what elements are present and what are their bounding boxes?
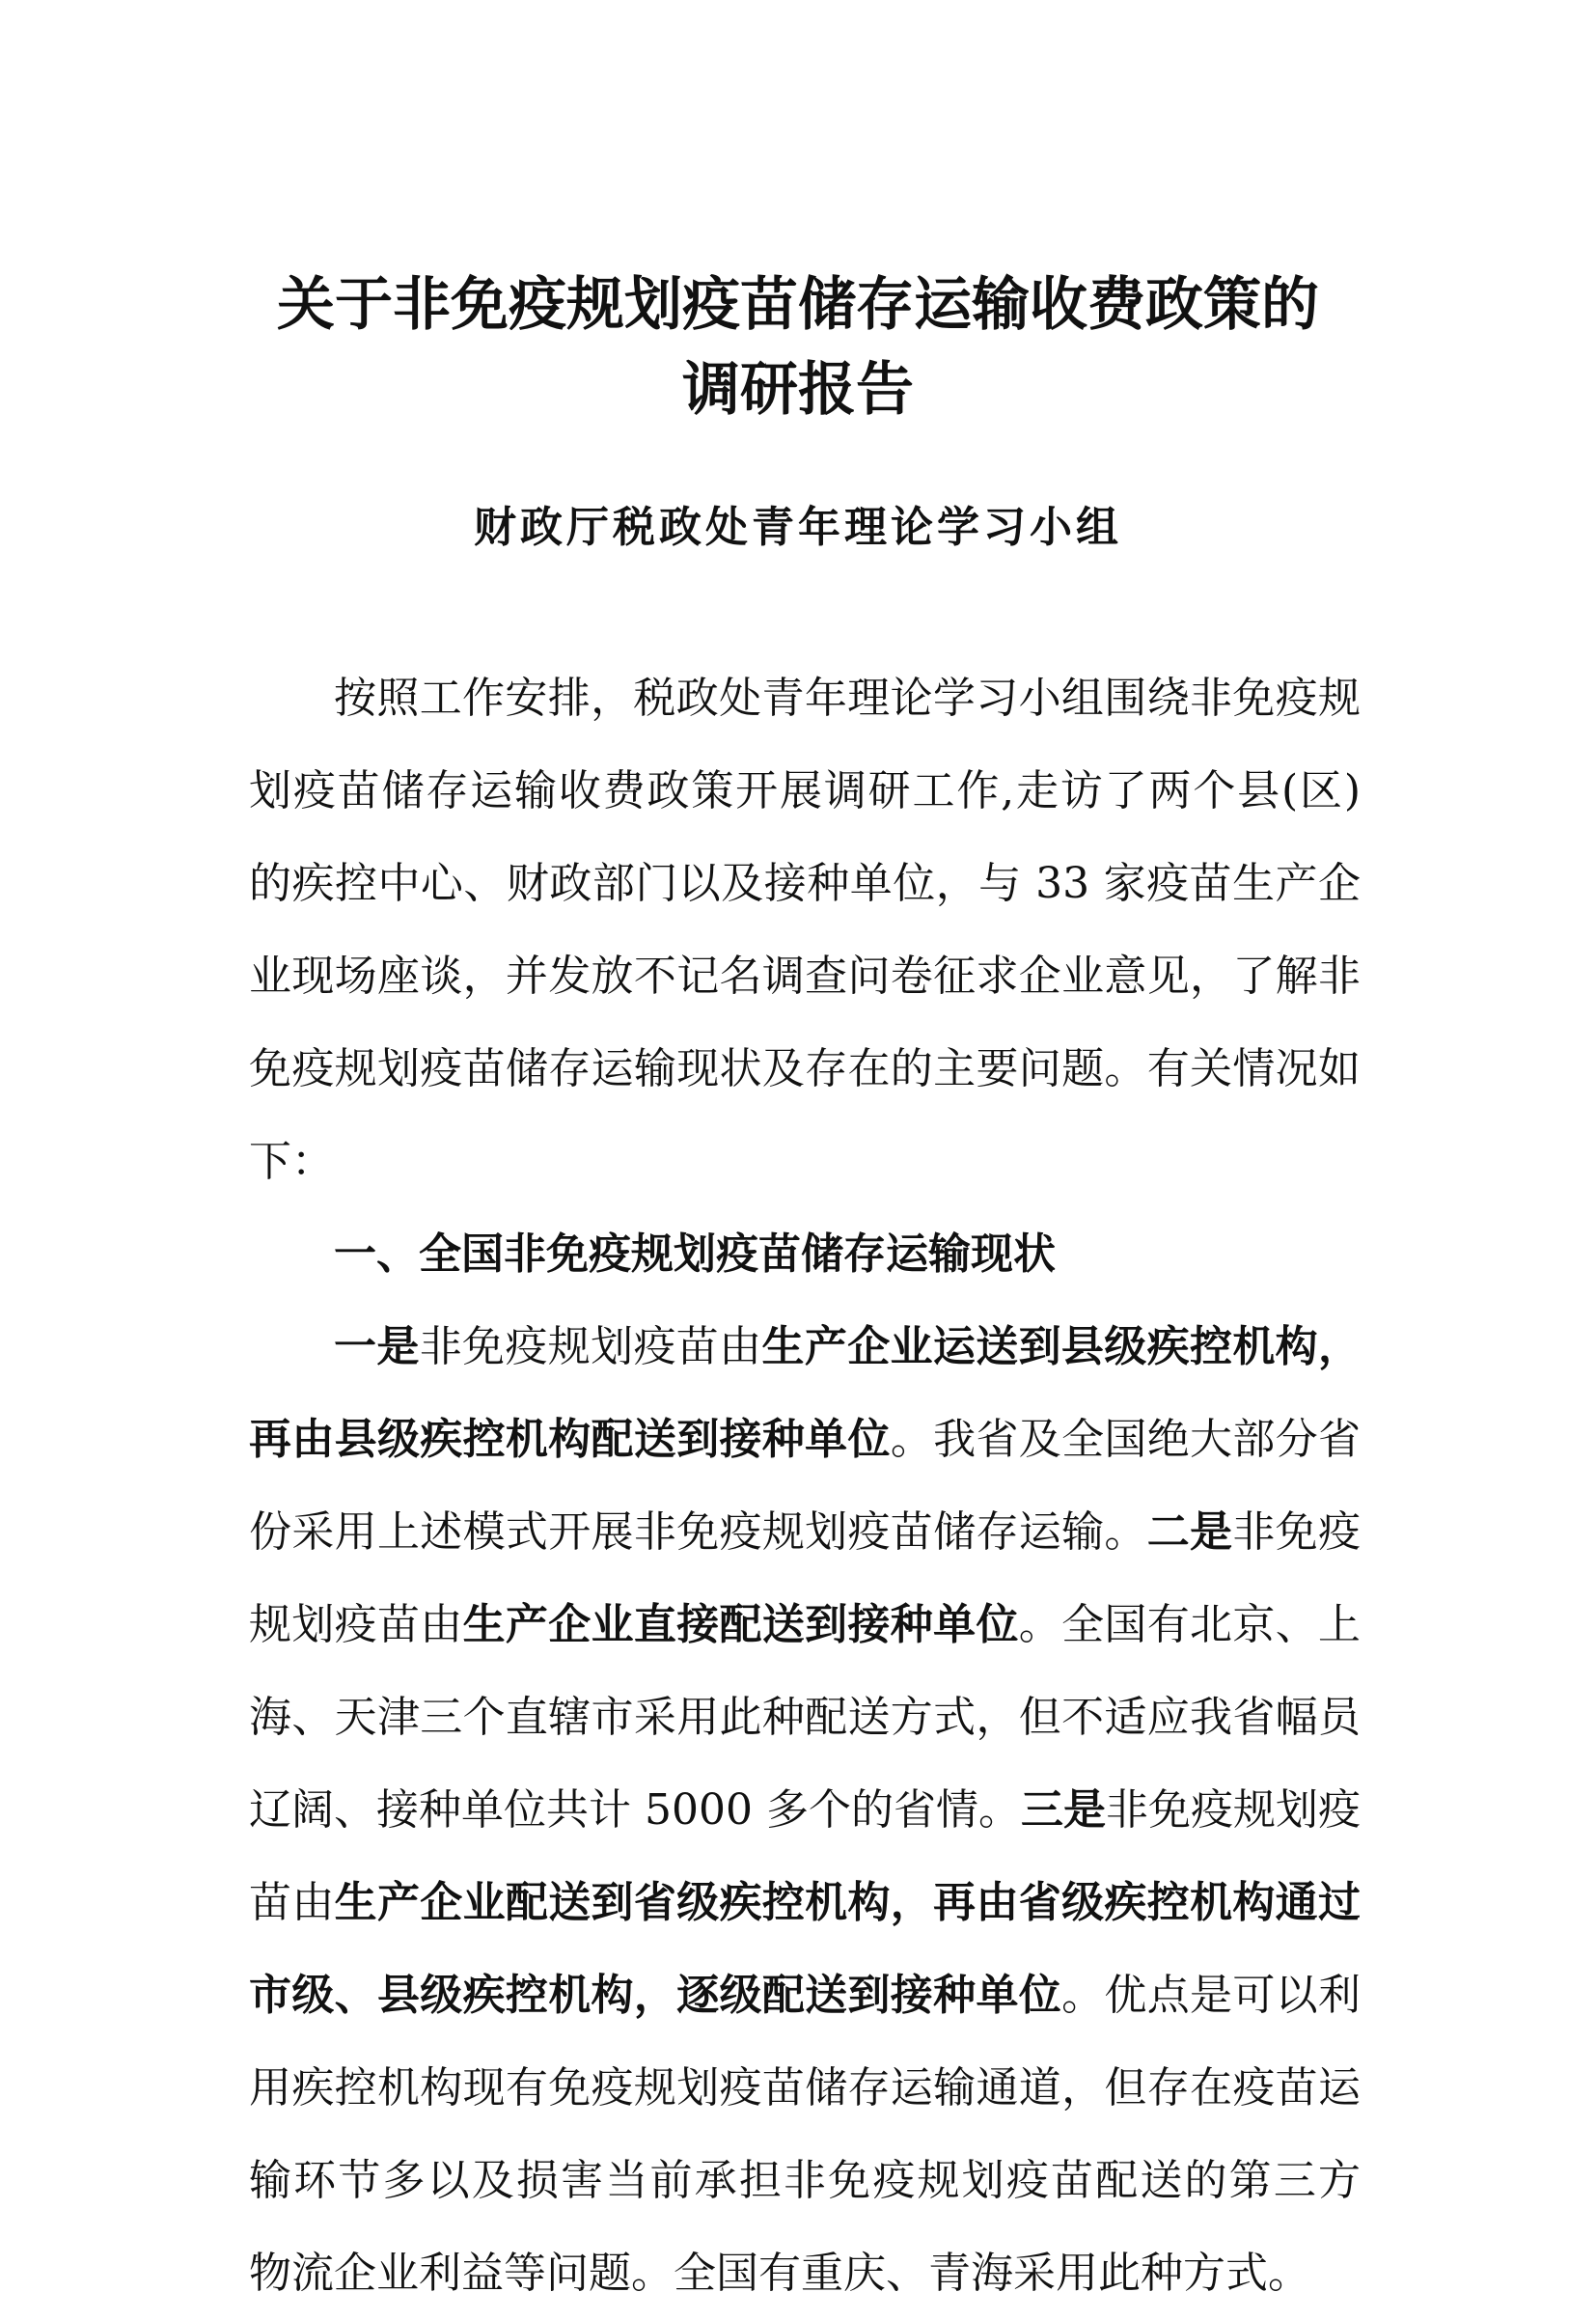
text-span: 辽阔、接种单位共计 5000 多个的省情。	[249, 1785, 1021, 1835]
section-line-2	[249, 1394, 1361, 1486]
bold-span: 生产企业运送到县级疾控机构，	[761, 1322, 1362, 1371]
document-body	[249, 652, 1361, 2320]
section-line-7	[249, 1857, 1361, 1949]
section-line-1	[249, 1301, 1361, 1394]
text-span: 。我省及全国绝大部分省	[890, 1415, 1362, 1464]
section-line-10: 输环节多以及损害当前承担非免疫规划疫苗配送的第三方	[249, 2156, 1361, 2205]
bold-span: 生产企业直接配送到接种单位	[462, 1600, 1019, 1649]
section-line-4	[249, 1579, 1361, 1671]
intro-line-3: 的疾控中心、财政部门以及接种单位，与 33 家疫苗生产企	[249, 859, 1361, 908]
item-lead-3: 三是	[1020, 1785, 1106, 1835]
intro-line-2: 划疫苗储存运输收费政策开展调研工作,走访了两个县(区)	[249, 766, 1361, 815]
intro-line-5: 免疫规划疫苗储存运输现状及存在的主要问题。有关情况如	[249, 1044, 1361, 1093]
item-lead-1: 一是	[334, 1322, 420, 1371]
intro-line-6: 下：	[249, 1137, 334, 1186]
document-title-line-1: 关于非免疫规划疫苗储存运输收费政策的	[277, 271, 1319, 339]
item-lead-2: 二是	[1146, 1507, 1233, 1557]
document-author: 财政厅税政处青年理论学习小组	[474, 503, 1122, 552]
text-span: 规划疫苗由	[249, 1600, 463, 1649]
section-line-11: 物流企业利益等问题。全国有重庆、青海采用此种方式。	[249, 2249, 1310, 2298]
bold-span: 市级、县级疾控机构，逐级配送到接种单位	[249, 1971, 1062, 2020]
bold-span: 生产企业配送到省级疾控机构，再由省级疾控机构通过	[334, 1878, 1361, 1927]
section-line-6	[249, 1764, 1361, 1857]
bold-span: 再由县级疾控机构配送到接种单位	[249, 1415, 891, 1464]
text-span: 非免疫	[1232, 1507, 1361, 1557]
text-span: 份采用上述模式开展非免疫规划疫苗储存运输。	[249, 1507, 1147, 1557]
section-line-5: 海、天津三个直辖市采用此种配送方式，但不适应我省幅员	[249, 1693, 1361, 1742]
intro-line-1: 按照工作安排，税政处青年理论学习小组围绕非免疫规	[334, 674, 1361, 723]
text-span: 。全国有北京、上	[1018, 1600, 1362, 1649]
text-span: 非免疫规划疫苗由	[419, 1322, 762, 1371]
text-span: 苗由	[249, 1878, 335, 1927]
text-span: 。优点是可以利	[1061, 1971, 1361, 2020]
section-line-3	[249, 1486, 1361, 1579]
text-span: 非免疫规划疫	[1106, 1785, 1362, 1835]
section-heading: 一、全国非免疫规划疫苗储存运输现状	[334, 1229, 1056, 1279]
section-line-8	[249, 1949, 1361, 2042]
document-title-line-2: 调研报告	[682, 356, 914, 424]
section-line-9: 用疾控机构现有免疫规划疫苗储存运输通道，但存在疫苗运	[249, 2063, 1361, 2113]
intro-line-4: 业现场座谈，并发放不记名调查问卷征求企业意见，了解非	[249, 952, 1361, 1001]
